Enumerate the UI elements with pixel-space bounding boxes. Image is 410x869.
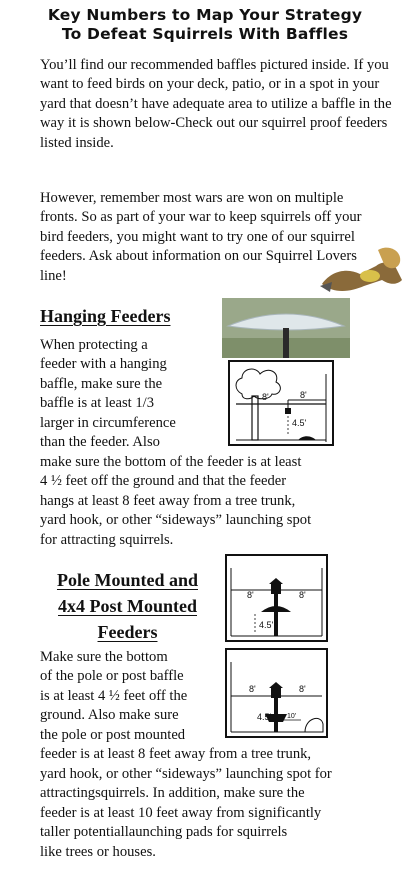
post-diagram-right-label: 8'	[299, 684, 306, 694]
hanging-line: larger in circumference	[40, 415, 176, 431]
pole-heading-line-3: Feeders	[97, 622, 158, 642]
title-line-2: To Defeat Squirrels With Baffles	[61, 25, 349, 43]
pole-line: attractingsquirrels. In addition, make sure the	[40, 785, 305, 801]
post-diagram-distance-label: 10'	[287, 713, 297, 720]
pole-diagram-left-label: 8'	[247, 590, 254, 600]
hanging-diagram-left-label: 8'	[262, 392, 269, 402]
pole-line: like trees or houses.	[40, 844, 156, 860]
hanging-diagram-height-label: 4.5'	[292, 418, 307, 428]
hanging-line: yard hook, or other “sideways” launching spot	[40, 512, 312, 528]
post-diagram-height-label: 4.5'	[257, 712, 272, 722]
hanging-line: make sure the bottom of the feeder is at least	[40, 454, 302, 470]
hanging-line: hangs at least 8 feet away from a tree trunk,	[40, 493, 296, 509]
hanging-line: than the feeder. Also	[40, 434, 160, 450]
post-diagram-left-label: 8'	[249, 684, 256, 694]
pole-heading-line-1: Pole Mounted and	[56, 570, 198, 590]
pole-line: ground. Also make sure	[40, 707, 179, 723]
hanging-line: baffle is at least 1/3	[40, 395, 155, 411]
hanging-line: When protecting a	[40, 337, 148, 353]
hanging-feeder-diagram	[228, 360, 334, 446]
intro-paragraph-2: However, remember most wars are won on multiple fronts. So as part of your war to keep squirrels off your bird feeders, you might want to try one of our squirrel feeders. Ask about information on our Squirrel Lovers line!	[40, 190, 362, 284]
dome-baffle-photo	[222, 298, 350, 358]
hanging-diagram-right-label: 8'	[300, 390, 307, 400]
pole-mounted-heading	[40, 567, 215, 645]
pole-line: taller potentiallaunching pads for squirrels	[40, 824, 288, 840]
pole-diagram-right-label: 8'	[299, 590, 306, 600]
pole-heading-line-2: 4x4 Post Mounted	[58, 596, 197, 616]
pole-line: Make sure the bottom	[40, 649, 168, 665]
pole-line: of the pole or post baffle	[40, 668, 184, 684]
page-title	[0, 6, 410, 44]
hanging-line: for attracting squirrels.	[40, 532, 174, 548]
pole-line: the pole or post mounted	[40, 727, 186, 743]
hanging-feeders-heading: Hanging Feeders	[40, 306, 171, 326]
hanging-line: baffle, make sure the	[40, 376, 163, 392]
squirrel-photo	[318, 240, 406, 298]
pole-line: feeder is at least 10 feet away from significantly	[40, 805, 322, 821]
title-line-1: Key Numbers to Map Your Strategy	[47, 6, 363, 24]
post-feeder-diagram	[225, 648, 328, 738]
intro-paragraph-1: You’ll find our recommended baffles pictured inside. If you want to feed birds on your deck, patio, or in a spot in your yard that doesn’t have adequate area to utilize a baffle in the way it is shown below-Check out our squirrel proof feeders listed inside.	[40, 57, 392, 151]
hanging-line: 4 ½ feet off the ground and that the feeder	[40, 473, 287, 489]
pole-line: feeder is at least 8 feet away from a tree trunk,	[40, 746, 312, 762]
pole-line: yard hook, or other “sideways” launching spot for	[40, 766, 332, 782]
pole-line: is at least 4 ½ feet off the	[40, 688, 188, 704]
pole-feeder-diagram	[225, 554, 328, 642]
pole-diagram-height-label: 4.5'	[259, 620, 274, 630]
hanging-line: feeder with a hanging	[40, 356, 167, 372]
